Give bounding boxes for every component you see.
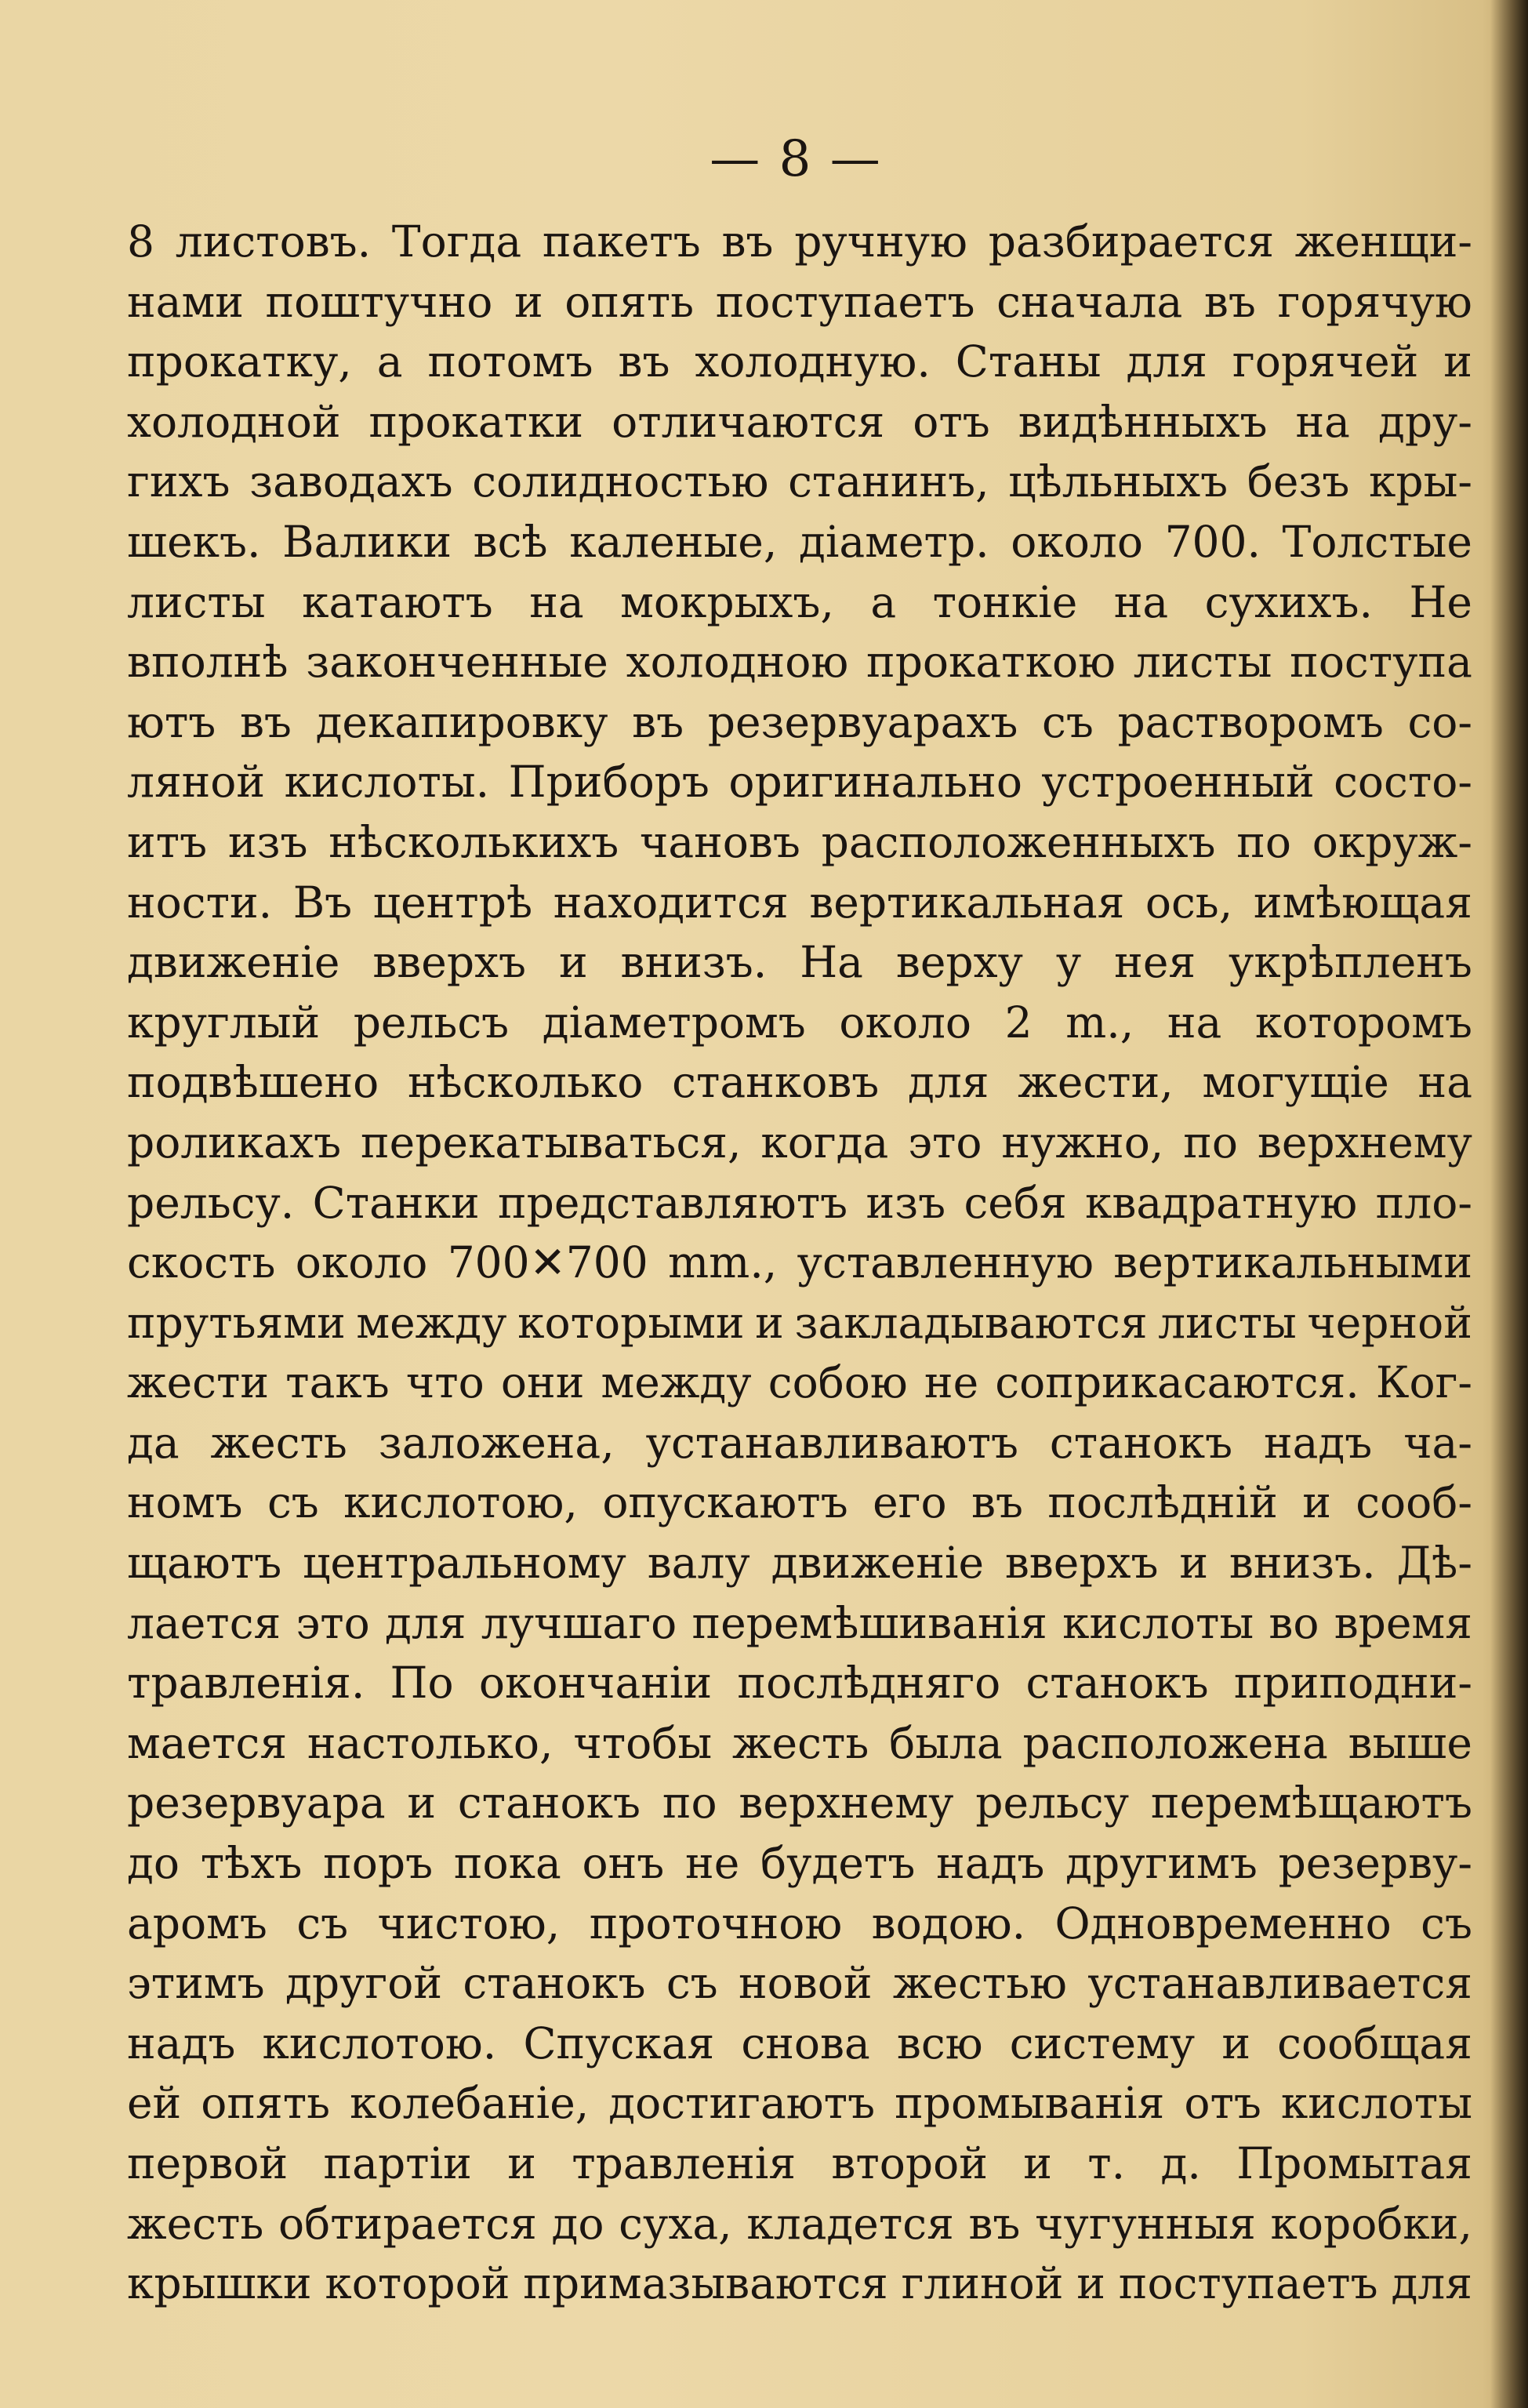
text-line: нами поштучно и опять поступаетъ сначала въ горячую [127, 276, 1472, 327]
text-line: подвѣшено нѣсколько станковъ для жести, могущіе на [127, 1057, 1472, 1108]
text-line: холодной прокатки отличаются отъ видѣнныхъ на дру- [127, 396, 1472, 447]
text-line: скость около 700✕700 mm., уставленную вертикальными [127, 1237, 1472, 1288]
text-line: листы катаютъ на мокрыхъ, а тонкіе на сухихъ. Не [127, 576, 1472, 627]
text-line: лается это для лучшаго перемѣшиванія кислоты во время [127, 1597, 1472, 1648]
text-line: мается настолько, чтобы жесть была расположена выше [127, 1717, 1472, 1768]
text-line: ей опять колебаніе, достигаютъ промыванія отъ кислоты [127, 2078, 1472, 2129]
text-line: резервуара и станокъ по верхнему рельсу перемѣщаютъ [127, 1778, 1472, 1829]
text-line: прутьями между которыми и закладываются листы черной [127, 1297, 1472, 1348]
text-line: вполнѣ законченные холодною прокаткою листы поступа [127, 637, 1472, 688]
text-line: ляной кислоты. Приборъ оригинально устроенный состо- [127, 757, 1472, 808]
text-line: травленія. По окончаніи послѣдняго станокъ приподни- [127, 1658, 1472, 1709]
page-number: — 8 — [710, 130, 882, 188]
text-line: прокатку, а потомъ въ холодную. Станы для горячей и [127, 336, 1472, 387]
text-line: да жесть заложена, устанавливаютъ станокъ надъ ча- [127, 1417, 1472, 1468]
page-binding-shadow [1490, 0, 1528, 2408]
body-text [127, 212, 1472, 2314]
text-line: номъ съ кислотою, опускаютъ его въ послѣдній и сооб- [127, 1477, 1472, 1528]
text-line: щаютъ центральному валу движеніе вверхъ и внизъ. Дѣ- [127, 1538, 1472, 1589]
text-line: аромъ съ чистою, проточною водою. Одновременно съ [127, 1898, 1472, 1949]
text-line: крышки которой примазываются глиной и поступаетъ для [127, 2258, 1472, 2309]
text-line: ютъ въ декапировку въ резервуарахъ съ растворомъ со- [127, 696, 1472, 747]
text-line: движеніе вверхъ и внизъ. На верху у нея укрѣпленъ [127, 937, 1472, 988]
text-line: круглый рельсъ діаметромъ около 2 m., на которомъ [127, 997, 1472, 1048]
text-line: рельсу. Станки представляютъ изъ себя квадратную пло- [127, 1177, 1472, 1228]
text-line: ности. Въ центрѣ находится вертикальная ось, имѣющая [127, 877, 1472, 928]
text-line: роликахъ перекатываться, когда это нужно, по верхнему [127, 1117, 1472, 1168]
text-line: этимъ другой станокъ съ новой жестью устанавливается [127, 1958, 1472, 2009]
text-line: жести такъ что они между собою не соприкасаются. Ког- [127, 1357, 1472, 1408]
text-line: до тѣхъ поръ пока онъ не будетъ надъ другимъ резерву- [127, 1838, 1472, 1889]
text-line: надъ кислотою. Спуская снова всю систему и сообщая [127, 2018, 1472, 2068]
text-line: первой партіи и травленія второй и т. д. Промытая [127, 2138, 1472, 2188]
text-line: шекъ. Валики всѣ каленые, діаметр. около 700. Толстые [127, 516, 1472, 567]
text-line: жесть обтирается до суха, кладется въ чугунныя коробки, [127, 2198, 1472, 2249]
text-line: итъ изъ нѣсколькихъ чановъ расположенныхъ по окруж- [127, 816, 1472, 867]
text-line: гихъ заводахъ солидностью станинъ, цѣльныхъ безъ кры- [127, 456, 1472, 507]
text-line: 8 листовъ. Тогда пакетъ въ ручную разбирается женщи- [127, 216, 1472, 267]
